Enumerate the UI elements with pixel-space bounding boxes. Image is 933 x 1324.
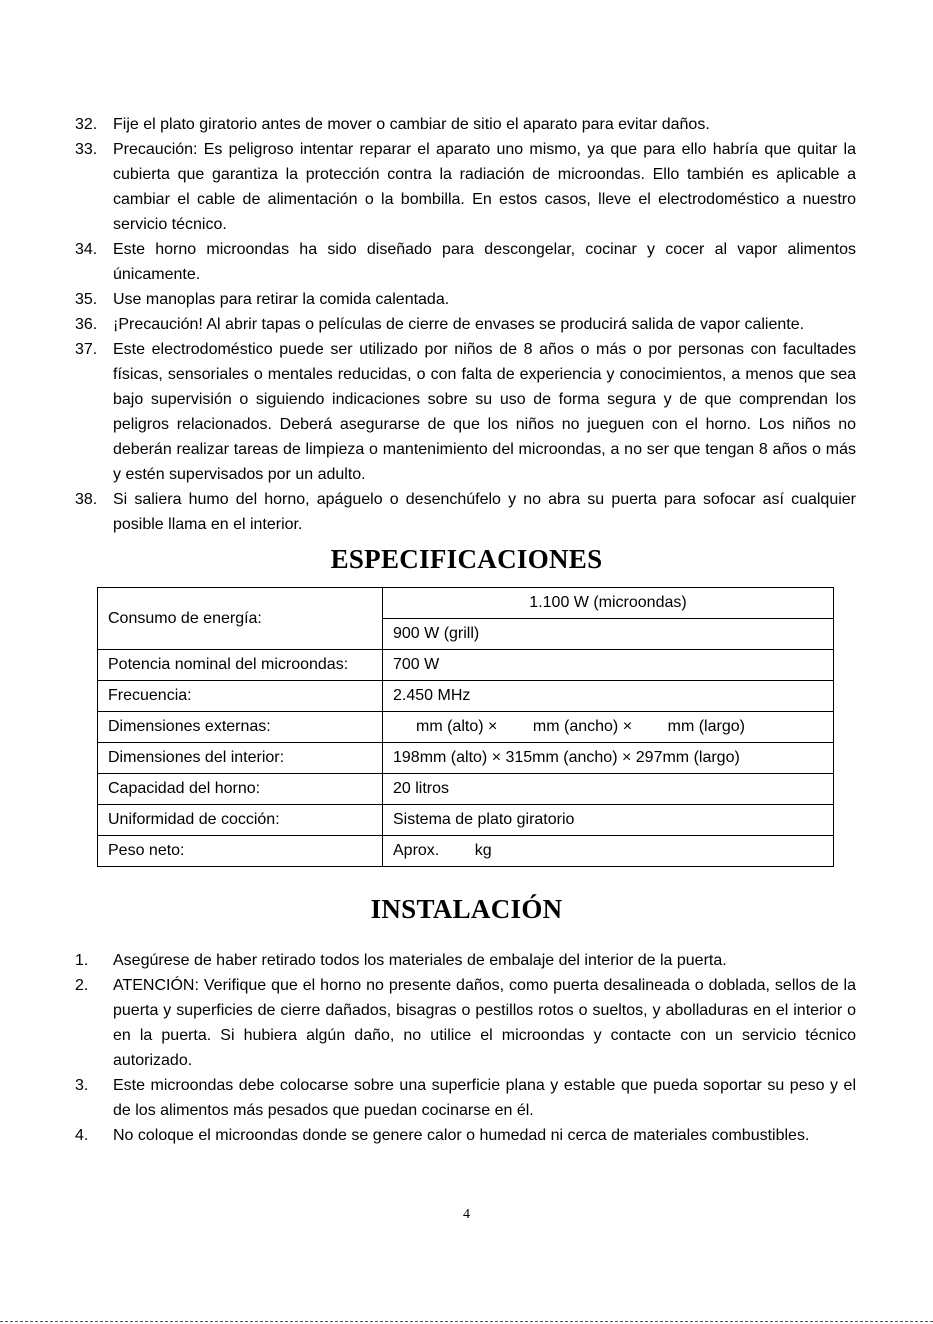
list-item xyxy=(0,312,933,337)
spec-value: 900 W (grill) xyxy=(383,619,834,650)
page-bottom-divider xyxy=(0,1321,933,1322)
table-row xyxy=(98,805,834,836)
item-number: 2. xyxy=(75,977,89,994)
item-text: No coloque el microondas donde se genere calor o humedad ni cerca de materiales combustibles. xyxy=(113,1127,810,1144)
item-number: 4. xyxy=(75,1127,89,1144)
spec-value: 198mm (alto) × 315mm (ancho) × 297mm (largo) xyxy=(383,743,834,774)
item-number: 38. xyxy=(75,491,98,508)
item-number: 3. xyxy=(75,1077,89,1094)
spec-label: Potencia nominal del microondas: xyxy=(98,650,383,681)
table-row xyxy=(98,681,834,712)
item-number: 36. xyxy=(75,316,98,333)
list-item xyxy=(0,287,933,312)
spec-value: 2.450 MHz xyxy=(383,681,834,712)
list-item xyxy=(0,112,933,137)
item-text: ATENCIÓN: Verifique que el horno no presente daños, como puerta desalineada o doblada, sellos de la puerta y superficies de cierre dañados, bisagras o pestillos rotos o sueltos, y abolladuras en el interior o en la puerta. Si hubiera algún daño, no utilice el microondas y contacte con un servicio técnico autorizado. xyxy=(113,977,856,1069)
spec-value: mm (alto) × mm (ancho) × mm (largo) xyxy=(383,712,834,743)
spec-value: Aprox. kg xyxy=(383,836,834,867)
item-text: Si saliera humo del horno, apáguelo o desenchúfelo y no abra su puerta para sofocar así cualquier posible llama en el interior. xyxy=(113,491,856,533)
list-item xyxy=(0,1073,933,1123)
table-row xyxy=(98,650,834,681)
page-number: 4 xyxy=(463,1207,470,1222)
spec-value: Sistema de plato giratorio xyxy=(383,805,834,836)
spec-label: Capacidad del horno: xyxy=(98,774,383,805)
table-row xyxy=(98,836,834,867)
spec-value: 1.100 W (microondas) xyxy=(383,588,834,619)
spec-label: Dimensiones externas: xyxy=(98,712,383,743)
specifications-heading: ESPECIFICACIONES xyxy=(330,544,603,574)
spec-label: Peso neto: xyxy=(98,836,383,867)
item-number: 34. xyxy=(75,241,98,258)
table-row xyxy=(98,743,834,774)
installation-heading: INSTALACIÓN xyxy=(370,894,563,924)
list-item xyxy=(0,487,933,537)
list-item xyxy=(0,1123,933,1148)
table-row xyxy=(98,588,834,619)
list-item xyxy=(0,237,933,287)
item-text: Este electrodoméstico puede ser utilizado por niños de 8 años o más o por personas con facultades físicas, sensoriales o mentales reducidas, o con falta de experiencia y conocimientos, a menos que sea bajo supervisión o siguiendo indicaciones sobre su uso de forma segura y de que comprendan los peligros relacionados. Deberá asegurarse de que los niños no jueguen con el horno. Los niños no deberán realizar tareas de limpieza o mantenimiento del microondas, a no ser que tengan 8 años o más y estén supervisados por un adulto. xyxy=(113,341,856,483)
item-text: Este horno microondas ha sido diseñado para descongelar, cocinar y cocer al vapor alimentos únicamente. xyxy=(113,241,856,283)
spec-label: Dimensiones del interior: xyxy=(98,743,383,774)
item-number: 1. xyxy=(75,952,89,969)
table-row xyxy=(98,774,834,805)
item-number: 33. xyxy=(75,141,98,158)
item-number: 37. xyxy=(75,341,98,358)
table-row xyxy=(98,712,834,743)
spec-label: Consumo de energía: xyxy=(98,588,383,650)
list-item xyxy=(0,948,933,973)
safety-instructions-list xyxy=(0,112,933,537)
spec-label: Uniformidad de cocción: xyxy=(98,805,383,836)
spec-label: Frecuencia: xyxy=(98,681,383,712)
item-number: 32. xyxy=(75,116,98,133)
item-text: Asegúrese de haber retirado todos los materiales de embalaje del interior de la puerta. xyxy=(113,952,727,969)
installation-list xyxy=(0,948,933,1148)
item-text: Use manoplas para retirar la comida calentada. xyxy=(113,291,450,308)
spec-value: 700 W xyxy=(383,650,834,681)
specifications-table xyxy=(97,587,834,867)
item-text: Este microondas debe colocarse sobre una superficie plana y estable que pueda soportar su peso y el de los alimentos más pesados que puedan cocinarse en él. xyxy=(113,1077,856,1119)
list-item xyxy=(0,973,933,1073)
item-text: Precaución: Es peligroso intentar reparar el aparato uno mismo, ya que para ello habría que quitar la cubierta que garantiza la protección contra la radiación de microondas. Ello también es aplicable a cambiar el cable de alimentación o la bombilla. En estos casos, lleve el electrodoméstico a nuestro servicio técnico. xyxy=(113,141,856,233)
list-item xyxy=(0,337,933,487)
item-number: 35. xyxy=(75,291,98,308)
item-text: Fije el plato giratorio antes de mover o cambiar de sitio el aparato para evitar daños. xyxy=(113,116,710,133)
list-item xyxy=(0,137,933,237)
spec-value: 20 litros xyxy=(383,774,834,805)
item-text: ¡Precaución! Al abrir tapas o películas de cierre de envases se producirá salida de vapor caliente. xyxy=(113,316,805,333)
